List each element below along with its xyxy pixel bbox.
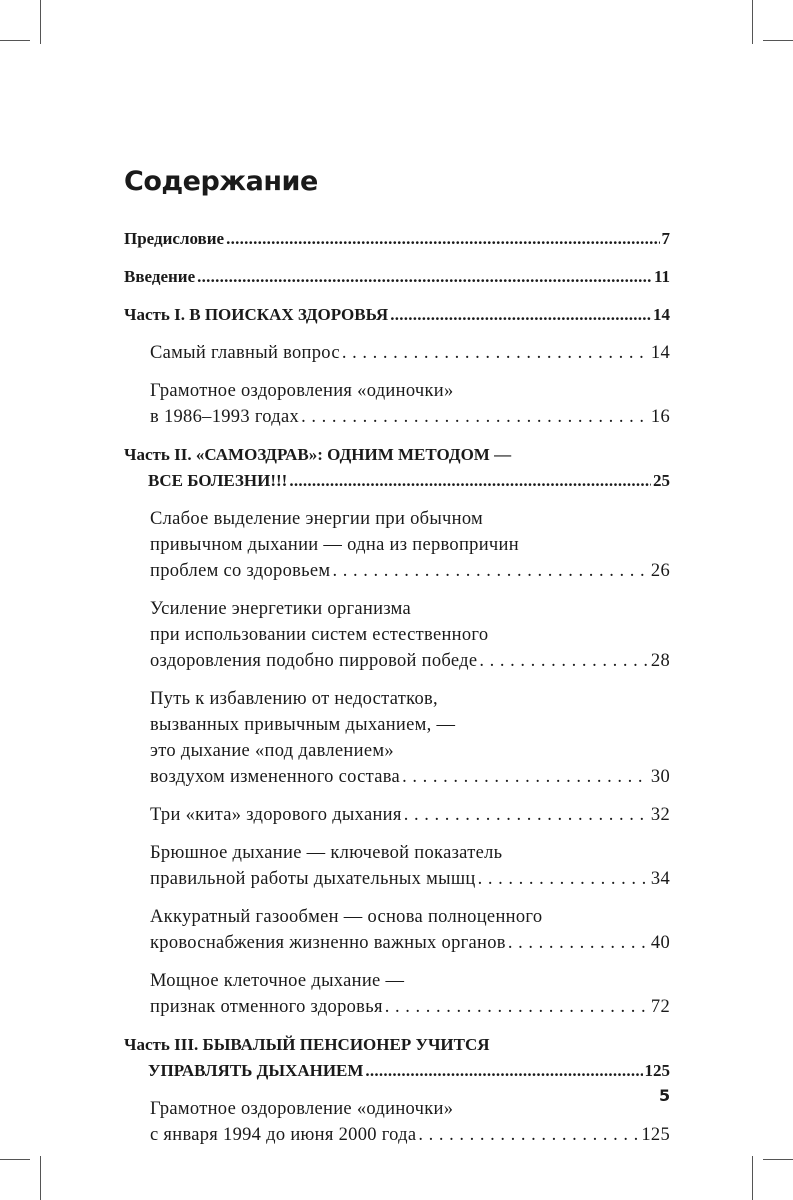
toc-page-number: 40 — [650, 933, 670, 953]
toc-page-number: 16 — [650, 407, 670, 427]
toc-entry-text: Слабое выделение энергии при обычном — [150, 509, 484, 529]
toc-entry-text: Самый главный вопрос — [150, 343, 340, 363]
dot-leader — [301, 404, 649, 430]
toc-entry-sub — [124, 904, 670, 956]
toc-page-number: 11 — [653, 267, 670, 286]
dot-leader — [479, 648, 649, 674]
toc-entry-sub — [124, 968, 670, 1020]
toc-entry-text: в 1986–1993 годах — [150, 407, 300, 427]
toc-entry-text: Три «кита» здорового дыхания — [150, 805, 402, 825]
crop-mark — [40, 1156, 41, 1200]
toc-page-number: 7 — [661, 229, 670, 248]
crop-mark — [752, 1156, 753, 1200]
dot-leader — [404, 802, 649, 828]
toc-entry-text: с января 1994 до июня 2000 года — [150, 1125, 417, 1145]
toc-page-number: 32 — [650, 805, 670, 825]
toc-entry-text: оздоровления подобно пирровой победе — [150, 651, 478, 671]
toc-entry-text: кровоснабжения жизненно важных органов — [150, 933, 506, 953]
toc-entry-text: ВСЕ БОЛЕЗНИ!!! — [148, 471, 288, 490]
toc-entry-text: Брюшное дыхание — ключевой показатель — [150, 843, 503, 863]
crop-mark — [752, 0, 753, 44]
toc-entry-sub — [124, 802, 670, 828]
dot-leader — [332, 558, 648, 584]
toc-entry-part — [124, 442, 670, 494]
crop-mark — [0, 1159, 30, 1160]
dot-leader — [226, 226, 659, 252]
toc-entry-text: Мощное клеточное дыхание — — [150, 971, 405, 991]
toc-entry-text: Грамотное оздоровления «одиночки» — [150, 381, 454, 401]
page-title: Содержание — [124, 166, 318, 197]
toc-entry-text: признак отменного здоровья — [150, 997, 383, 1017]
toc-page-number: 14 — [650, 343, 670, 363]
toc-page-number: 72 — [650, 997, 670, 1017]
toc-page-number: 26 — [650, 561, 670, 581]
toc-entry-sub — [124, 686, 670, 790]
toc-entry-text: Грамотное оздоровление «одиночки» — [150, 1099, 454, 1119]
crop-mark — [0, 40, 30, 41]
toc-entry-text: Часть I. В ПОИСКАХ ЗДОРОВЬЯ — [124, 305, 389, 324]
dot-leader — [418, 1122, 639, 1148]
dot-leader — [508, 930, 649, 956]
toc-page-number: 125 — [641, 1125, 670, 1145]
toc-page-number: 25 — [653, 471, 670, 490]
crop-mark — [763, 40, 793, 41]
toc-entry-text: Часть II. «САМОЗДРАВ»: ОДНИМ МЕТОДОМ — — [124, 445, 512, 464]
dot-leader — [289, 468, 651, 494]
toc-entry-text: Аккуратный газообмен — основа полноценного — [150, 907, 543, 927]
toc-entry-sub — [124, 340, 670, 366]
dot-leader — [478, 866, 649, 892]
toc-entry-text: проблем со здоровьем — [150, 561, 331, 581]
toc-entry-sub — [124, 378, 670, 430]
toc-entry-sub — [124, 506, 670, 584]
toc-entry-text: Предисловие — [124, 229, 225, 248]
toc-entry-text: привычном дыхании — одна из первопричин — [150, 535, 519, 555]
toc-entry-text: Часть III. БЫВАЛЫЙ ПЕНСИОНЕР УЧИТСЯ — [124, 1035, 490, 1054]
crop-mark — [40, 0, 41, 44]
dot-leader — [197, 264, 652, 290]
dot-leader — [385, 994, 649, 1020]
table-of-contents — [124, 226, 670, 1160]
toc-entry-sub — [124, 596, 670, 674]
toc-entry-part — [124, 264, 670, 290]
toc-entry-part — [124, 1032, 670, 1084]
dot-leader — [365, 1058, 642, 1084]
toc-entry-text: это дыхание «под давлением» — [150, 741, 394, 761]
toc-entry-text: Путь к избавлению от недостатков, — [150, 689, 438, 709]
toc-page-number: 34 — [650, 869, 670, 889]
toc-entry-part — [124, 302, 670, 328]
toc-entry-text: Введение — [124, 267, 196, 286]
dot-leader — [402, 764, 649, 790]
toc-page-number: 125 — [644, 1061, 670, 1080]
crop-mark — [763, 1159, 793, 1160]
toc-entry-text: правильной работы дыхательных мышц — [150, 869, 476, 889]
dot-leader — [390, 302, 651, 328]
dot-leader — [342, 340, 649, 366]
toc-page-number: 28 — [650, 651, 670, 671]
toc-entry-sub — [124, 1096, 670, 1148]
toc-entry-sub — [124, 840, 670, 892]
toc-entry-text: вызванных привычным дыханием, — — [150, 715, 456, 735]
toc-page-number: 30 — [650, 767, 670, 787]
toc-entry-part — [124, 226, 670, 252]
toc-page-number: 14 — [653, 305, 670, 324]
toc-entry-text: при использовании систем естественного — [150, 625, 489, 645]
page-number: 5 — [659, 1086, 671, 1105]
toc-entry-text: воздухом измененного состава — [150, 767, 401, 787]
toc-entry-text: Усиление энергетики организма — [150, 599, 412, 619]
toc-entry-text: УПРАВЛЯТЬ ДЫХАНИЕМ — [148, 1061, 364, 1080]
